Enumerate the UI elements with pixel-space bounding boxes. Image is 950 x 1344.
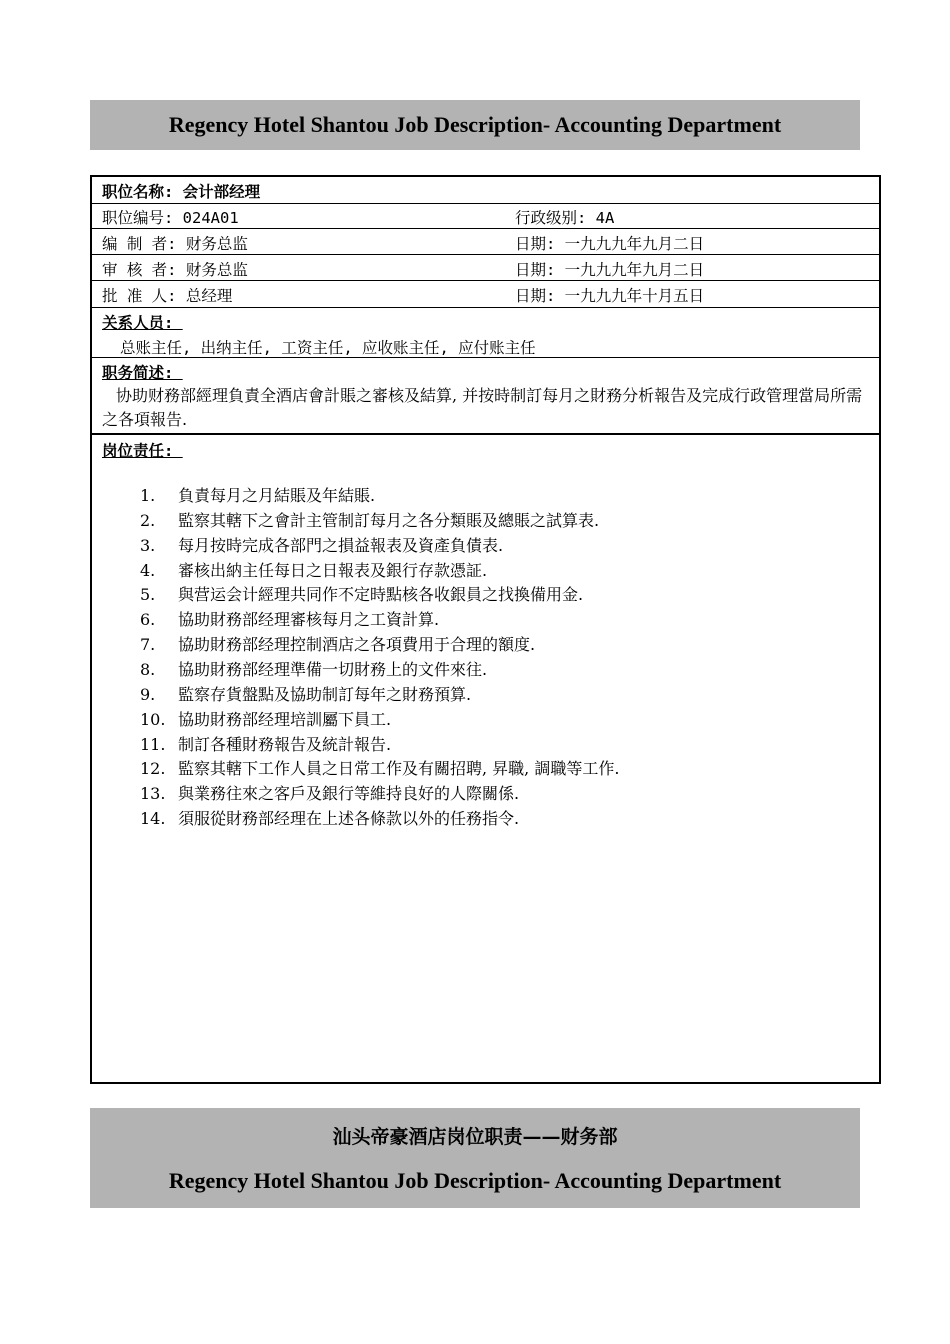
- summary-text: 协助财務部經理負責全酒店會計賬之審核及結算, 并按時制訂每月之財務分析報告及完成行政管理當局所需之各項報告.: [102, 386, 863, 429]
- duty-number: 13.: [140, 784, 166, 804]
- duty-text: 監察其轄下之會計主管制訂每月之各分類賬及總賬之試算表.: [178, 510, 600, 530]
- duties-heading: 岗位责任:: [102, 442, 183, 460]
- duty-text: 制訂各種財務報告及統計報告.: [178, 734, 392, 754]
- prepared-by: 编 制 者: 财务总监: [102, 235, 248, 253]
- duty-number: 12.: [140, 759, 166, 779]
- duty-number: 1.: [140, 486, 156, 505]
- duty-text: 監察存貨盤點及協助制訂每年之財務預算.: [178, 684, 472, 704]
- duty-number: 3.: [140, 535, 156, 555]
- duty-number: 14.: [140, 809, 166, 829]
- duty-text: 每月按時完成各部門之損益報表及資產負債表.: [178, 535, 504, 555]
- relations-heading: 关系人员:: [102, 314, 183, 332]
- footer-banner: [90, 1108, 860, 1208]
- approved-row: [92, 281, 879, 308]
- duty-text: 協助財務部经理審核每月之工資計算.: [178, 610, 440, 630]
- admin-level: 行政级别: 4A: [515, 209, 615, 227]
- duty-number: 7.: [140, 635, 156, 655]
- duty-text: 與業務往來之客戶及銀行等維持良好的人際關係.: [178, 784, 520, 804]
- position-name-row: [92, 177, 879, 204]
- header-banner: [90, 100, 860, 150]
- approved-date: 日期: 一九九九年十月五日: [515, 287, 705, 305]
- duty-number: 10.: [140, 709, 166, 729]
- position-code: 职位编号: 024A01: [102, 209, 239, 227]
- reviewed-by: 审 核 者: 财务总监: [102, 261, 248, 279]
- relations-text: 总账主任, 出纳主任, 工资主任, 应收账主任, 应付账主任: [120, 339, 536, 357]
- duty-text: 協助財務部经理控制酒店之各項費用于合理的額度.: [178, 635, 536, 655]
- reviewed-row: [92, 255, 879, 281]
- footer-title-zh: 汕头帝豪酒店岗位职责——财务部: [332, 1126, 618, 1148]
- duty-text: 監察其轄下工作人員之日常工作及有關招聘, 昇職, 調職等工作.: [178, 759, 620, 779]
- prepared-date: 日期: 一九九九年九月二日: [515, 235, 705, 253]
- duty-number: 5.: [140, 585, 156, 605]
- duty-number: 8.: [140, 659, 156, 679]
- duty-number: 6.: [140, 610, 156, 630]
- summary-section: [92, 358, 879, 435]
- duty-text: 協助財務部经理準備一切財務上的文件來往.: [178, 659, 488, 679]
- duty-number: 9.: [140, 684, 156, 704]
- summary-heading: 职务简述:: [102, 364, 183, 382]
- job-description-form: [90, 175, 881, 1084]
- duty-text: 負責每月之月結賬及年結賬.: [178, 486, 376, 505]
- prepared-row: [92, 229, 879, 255]
- position-name: 职位名称: 会计部经理: [102, 183, 261, 201]
- duty-text: 審核出納主任每日之日報表及銀行存款憑証.: [178, 560, 488, 580]
- duty-number: 4.: [140, 560, 156, 580]
- duty-text: 協助財務部经理培訓屬下員工.: [178, 709, 392, 729]
- duty-text: 與营运会计經理共同作不定時點核各收銀員之找換備用金.: [178, 585, 584, 605]
- duty-number: 2.: [140, 510, 156, 530]
- duty-number: 11.: [140, 734, 166, 754]
- position-code-row: [92, 203, 879, 229]
- relations-section: [92, 308, 879, 358]
- reviewed-date: 日期: 一九九九年九月二日: [515, 261, 705, 279]
- page-title: Regency Hotel Shantou Job Description- Accounting Department: [168, 112, 782, 137]
- duty-text: 須服從財務部经理在上述各條款以外的任務指令.: [178, 809, 520, 829]
- footer-title-en: Regency Hotel Shantou Job Description- Accounting Department: [168, 1168, 782, 1193]
- approved-by: 批 准 人: 总经理: [102, 287, 233, 305]
